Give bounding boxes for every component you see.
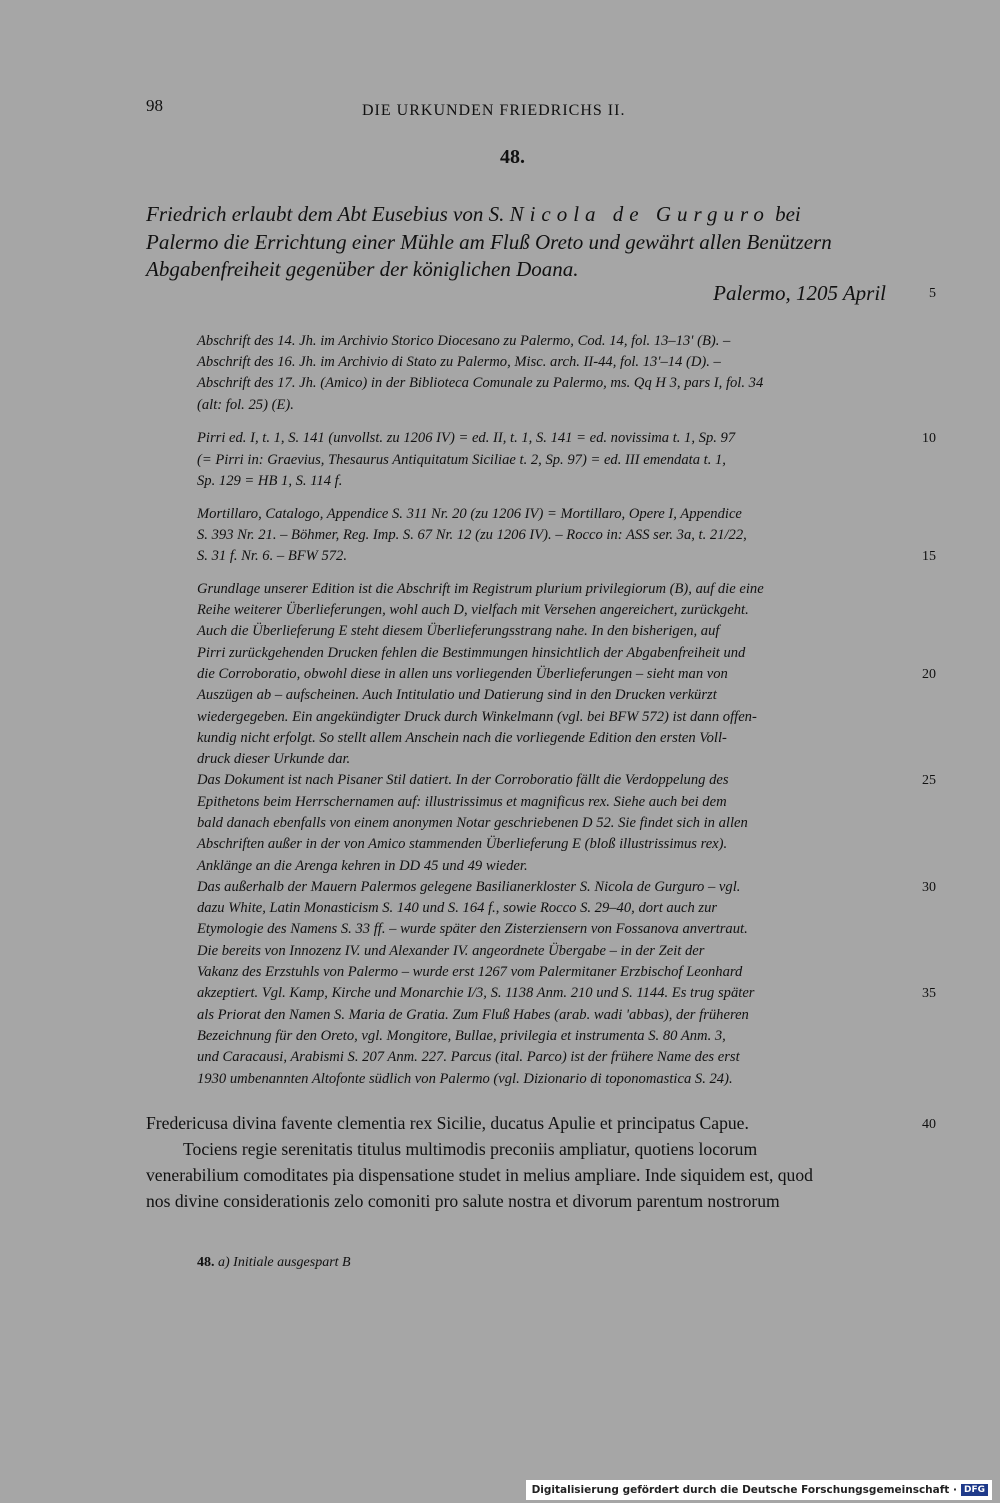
apparatus-line: Abschrift des 14. Jh. im Archivio Storico Diocesano zu Palermo, Cod. 14, fol. 13–13' (B). – [197, 333, 731, 349]
dfg-logo: DFG [961, 1484, 988, 1496]
line-number: 35 [922, 986, 936, 1001]
spaced-name: Nicola de Gurguro [509, 202, 770, 226]
line-number: 30 [922, 880, 936, 895]
text-line: Fredericusa divina favente clementia rex Sicilie, ducatus Apulie et principatus Capue. [146, 1113, 749, 1133]
apparatus-line: und Caracausi, Arabismi S. 207 Anm. 227. Parcus (ital. Parco) ist der frühere Name des erst [197, 1049, 740, 1065]
line-number: 5 [929, 286, 936, 301]
apparatus-line: Anklänge an die Arenga kehren in DD 45 und 49 wieder. [197, 858, 528, 874]
apparatus-line: Abschrift des 17. Jh. (Amico) in der Biblioteca Comunale zu Palermo, ms. Qq H 3, pars I, fol. 34 [197, 375, 764, 391]
text-line: nos divine considerationis zelo comoniti pro salute nostra et divorum parentum nostrorum [146, 1191, 780, 1211]
text-line: venerabilium comoditates pia dispensatione studet in melius ampliare. Inde siquidem est, quod [146, 1165, 813, 1185]
apparatus-line: druck dieser Urkunde dar. [197, 751, 351, 767]
apparatus-line: Auszügen ab – aufscheinen. Auch Intitulatio und Datierung sind in den Drucken verkürzt [197, 687, 717, 703]
apparatus-line: Pirri ed. I, t. 1, S. 141 (unvollst. zu 1206 IV) = ed. II, t. 1, S. 141 = ed. novissima t. 1, Sp. 97 [197, 430, 736, 446]
apparatus-line: wiedergegeben. Ein angekündigter Druck durch Winkelmann (vgl. bei BFW 572) ist dann offen- [197, 709, 757, 725]
apparatus-line: als Priorat den Namen S. Maria de Gratia. Zum Fluß Habes (arab. wadi 'abbas), der früheren [197, 1007, 749, 1023]
page-number: 98 [146, 96, 163, 115]
apparatus-line: (alt: fol. 25) (E). [197, 397, 294, 413]
apparatus-line: Pirri zurückgehenden Drucken fehlen die Bestimmungen hinsichtlich der Abgabenfreiheit und [197, 645, 746, 661]
apparatus-line: Sp. 129 = HB 1, S. 114 f. [197, 473, 343, 489]
regest-text: bei [769, 202, 801, 226]
regest-text: Abgabenfreiheit gegenüber der königlichen Doana. [146, 257, 579, 281]
apparatus-line: Etymologie des Namens S. 33 ff. – wurde später den Zisterziensern von Fossanova anvertraut. [197, 921, 748, 937]
line-number: 25 [922, 773, 936, 788]
footnote [197, 1255, 351, 1271]
apparatus-line: akzeptiert. Vgl. Kamp, Kirche und Monarchie I/3, S. 1138 Anm. 210 und S. 1144. Es trug später [197, 985, 755, 1001]
regest-text: Palermo die Errichtung einer Mühle am Fluß Oreto und gewährt allen Benützern [146, 230, 832, 254]
apparatus-line: Das Dokument ist nach Pisaner Stil datiert. In der Corroboratio fällt die Verdoppelung des [197, 772, 729, 788]
apparatus-line: S. 393 Nr. 21. – Böhmer, Reg. Imp. S. 67 Nr. 12 (zu 1206 IV). – Rocco in: ASS ser. 3a, t. 21/22, [197, 527, 747, 543]
document-number: 48. [500, 146, 525, 168]
apparatus-line: Abschrift des 16. Jh. im Archivio di Stato zu Palermo, Misc. arch. II-44, fol. 13'–14 (D). – [197, 354, 721, 370]
apparatus-line: Grundlage unserer Edition ist die Abschrift im Registrum plurium privilegiorum (B), auf die eine [197, 581, 764, 597]
apparatus-line: Auch die Überlieferung E steht diesem Überlieferungsstrang nahe. In den bisherigen, auf [197, 623, 720, 639]
regest-line [146, 202, 801, 227]
apparatus-line: bald danach ebenfalls von einem anonymen Notar geschriebenen D 52. Sie findet sich in allen [197, 815, 748, 831]
line-number: 20 [922, 667, 936, 682]
line-number: 15 [922, 549, 936, 564]
apparatus-line: Das außerhalb der Mauern Palermos gelegene Basilianerkloster S. Nicola de Gurguro – vgl. [197, 879, 741, 895]
line-number: 10 [922, 431, 936, 446]
apparatus-line: die Corroboratio, obwohl diese in allen uns vorliegenden Überlieferungen – sieht man von [197, 666, 728, 682]
apparatus-line: dazu White, Latin Monasticism S. 140 und S. 164 f., sowie Rocco S. 29–40, dort auch zur [197, 900, 718, 916]
apparatus-line: S. 31 f. Nr. 6. – BFW 572. [197, 548, 347, 564]
footnote-text: a) Initiale ausgespart B [218, 1255, 351, 1270]
apparatus-line: Bezeichnung für den Oreto, vgl. Mongitore, Bullae, privilegia et instrumenta S. 80 Anm. 3, [197, 1028, 726, 1044]
regest-line [146, 230, 832, 255]
place-date: Palermo, 1205 April [713, 281, 886, 305]
apparatus-line: Epithetons beim Herrschernamen auf: illustrissimus et magnificus rex. Siehe auch bei dem [197, 794, 727, 810]
regest-text: Friedrich erlaubt dem Abt Eusebius von S. [146, 202, 510, 226]
apparatus-line: Reihe weiterer Überlieferungen, wohl auch D, vielfach mit Versehen angereichert, zurückgeht. [197, 602, 749, 618]
regest-line [146, 257, 579, 282]
line-number: 40 [922, 1117, 936, 1132]
footnote-number: 48. [197, 1255, 215, 1270]
running-title: DIE URKUNDEN FRIEDRICHS II. [362, 102, 626, 119]
apparatus-line: Mortillaro, Catalogo, Appendice S. 311 Nr. 20 (zu 1206 IV) = Mortillaro, Opere I, Appendice [197, 506, 742, 522]
text-line: Tociens regie serenitatis titulus multimodis preconiis ampliatur, quotiens locorum [183, 1139, 758, 1159]
apparatus-line: Die bereits von Innozenz IV. und Alexander IV. angeordnete Übergabe – in der Zeit der [197, 943, 705, 959]
apparatus-line: 1930 umbenannten Altofonte südlich von Palermo (vgl. Dizionario di toponomastica S. 24). [197, 1071, 733, 1087]
apparatus-line: Vakanz des Erzstuhls von Palermo – wurde erst 1267 vom Palermitaner Erzbischof Leonhard [197, 964, 743, 980]
apparatus-line: Abschriften außer in der von Amico stammenden Überlieferung E (bloß illustrissimus rex). [197, 836, 728, 852]
digitization-credit [526, 1480, 992, 1500]
apparatus-line: kundig nicht erfolgt. So stellt allem Anschein nach die vorliegende Edition den ersten Voll- [197, 730, 727, 746]
credit-text: Digitalisierung gefördert durch die Deutsche Forschungsgemeinschaft · [531, 1484, 957, 1496]
apparatus-line: (= Pirri in: Graevius, Thesaurus Antiquitatum Siciliae t. 2, Sp. 97) = ed. III emendata t. 1, [197, 452, 726, 468]
